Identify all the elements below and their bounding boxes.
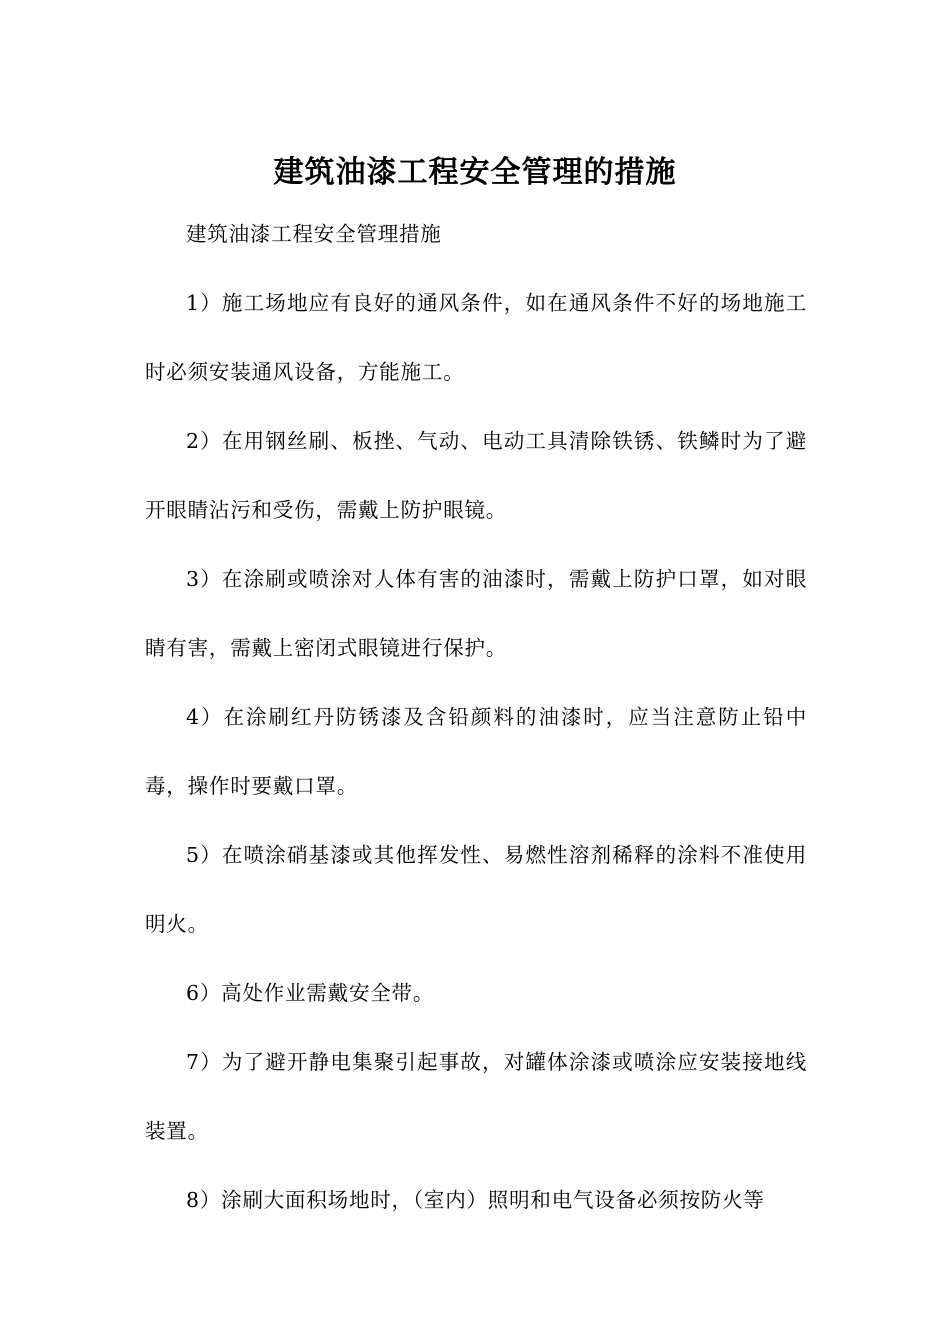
paragraph-subtitle: 建筑油漆工程安全管理措施 [186,222,442,246]
paragraph-item-7: 7）为了避开静电集聚引起事故，对罐体涂漆或喷涂应安装接地线装置。 [145,1050,807,1143]
paragraph-item-2: 2）在用钢丝刷、板挫、气动、电动工具清除铁锈、铁鳞时为了避开眼睛沾污和受伤，需戴上防护眼镜。 [145,429,807,522]
paragraph-item-3: 3）在涂刷或喷涂对人体有害的油漆时，需戴上防护口罩，如对眼睛有害，需戴上密闭式眼镜进行保护。 [145,567,807,660]
document-title: 建筑油漆工程安全管理的措施 [273,155,677,191]
paragraph-item-4: 4）在涂刷红丹防锈漆及含铅颜料的油漆时，应当注意防止铅中毒，操作时要戴口罩。 [145,705,807,798]
paragraph-item-1: 1）施工场地应有良好的通风条件，如在通风条件不好的场地施工时必须安装通风设备，方能施工。 [145,291,807,384]
paragraph-item-8: 8）涂刷大面积场地时，（室内）照明和电气设备必须按防火等 [186,1188,765,1212]
paragraph-item-5: 5）在喷涂硝基漆或其他挥发性、易燃性溶剂稀释的涂料不准使用明火。 [145,843,807,936]
document-body [145,200,807,1235]
paragraph-item-6: 6）高处作业需戴安全带。 [186,981,435,1005]
